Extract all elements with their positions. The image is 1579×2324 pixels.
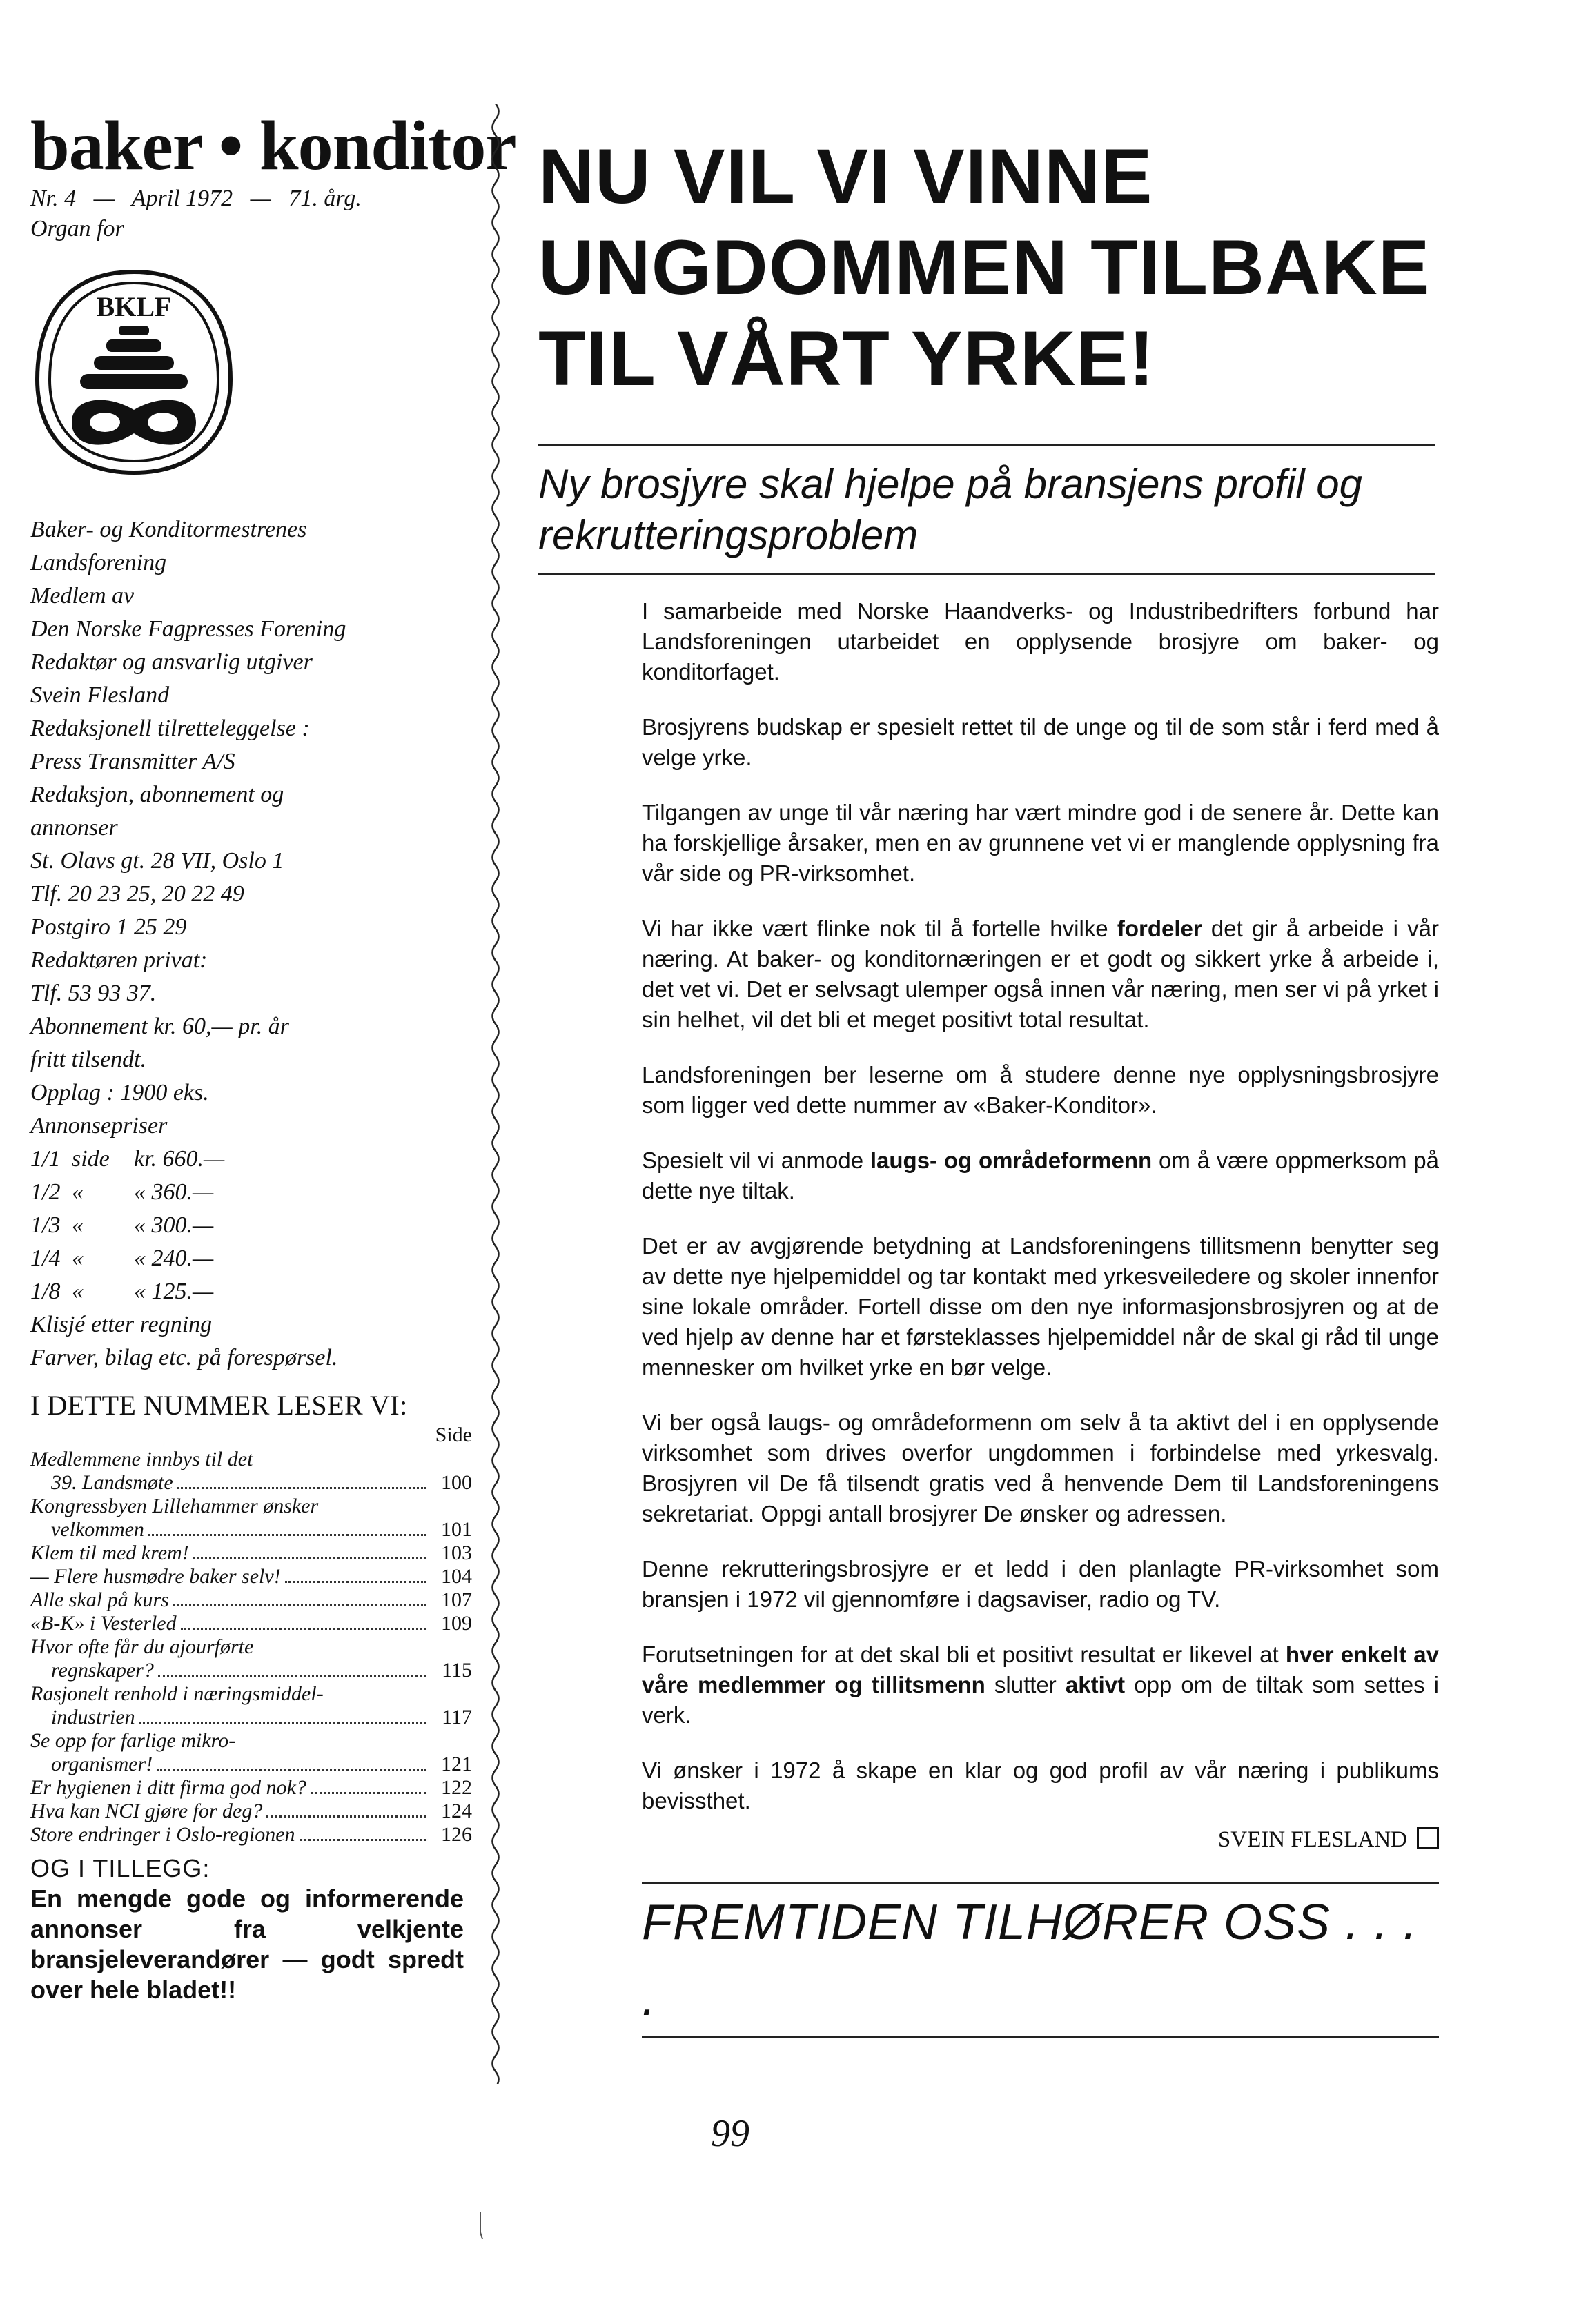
toc-item — [30, 1729, 472, 1776]
toc-item — [30, 1823, 472, 1847]
toc-item-title: Medlemmene innbys til det — [30, 1448, 253, 1470]
toc-item-page: 107 — [441, 1588, 472, 1611]
emphasis-text: aktivt — [1065, 1672, 1126, 1697]
price-row — [30, 1176, 472, 1209]
price-frac: 1/3 — [30, 1212, 61, 1238]
price-price: « 360.— — [134, 1179, 214, 1205]
wavy-divider — [483, 104, 508, 2084]
mast-line: Tlf. 53 93 37. — [30, 981, 157, 1006]
paragraph-text: Vi har ikke vært flinke nok til å fortelle hvilke — [642, 916, 1117, 941]
mast-line: Press Transmitter A/S — [30, 749, 235, 774]
mast-line: Svein Flesland — [30, 682, 170, 708]
price-q: « — [72, 1179, 84, 1205]
price-q: side — [72, 1146, 110, 1172]
mast-line: Landsforening — [30, 550, 167, 575]
mast-line: Abonnement kr. 60,— pr. år — [30, 1014, 289, 1039]
paragraph-text: Det er av avgjørende betydning at Landsforeningens tillitsmenn benytter seg av dette nye hjelpemiddel og tar kontakt med yrkesveiledere og skoler innenfor sine lokale områder. Fortell disse om den nye informasjonsbrosjyren og at de ved hjelp av denne har et førsteklasses hjelpemiddel når de skal gi råd til unge mennesker om hvilket yrke en bør velge. — [642, 1233, 1439, 1380]
toc-item-page: 117 — [442, 1706, 472, 1729]
mast-line: Tlf. 20 23 25, 20 22 49 — [30, 881, 244, 907]
paragraph-text: slutter — [985, 1672, 1066, 1697]
toc-item-title: Alle skal på kurs — [30, 1588, 169, 1611]
price-row — [30, 1143, 472, 1176]
magazine-title: baker • konditor — [30, 107, 516, 185]
mast-line: Redaktør og ansvarlig utgiver — [30, 649, 313, 675]
toc-item — [30, 1448, 472, 1495]
article-paragraph — [642, 798, 1439, 889]
price-q: « — [72, 1279, 84, 1304]
mast-line: Redaktøren privat: — [30, 947, 208, 973]
toc-item-title: industrien — [51, 1706, 135, 1729]
headline-line: TIL VÅRT YRKE! — [538, 315, 1155, 402]
toc-item-title: Se opp for farlige mikro- — [30, 1729, 236, 1752]
footer-slogan: FREMTIDEN TILHØRER OSS . . . . — [642, 1895, 1418, 2026]
article-paragraph — [642, 1145, 1439, 1206]
paragraph-text: Spesielt vil vi anmode — [642, 1148, 870, 1173]
mast-line: annonser — [30, 815, 118, 840]
masthead-column — [30, 107, 516, 2005]
toc-list — [30, 1448, 472, 1847]
paragraph-text: I samarbeide med Norske Haandverks- og Industribedrifters forbund har Landsforeningen utarbeidet en opplysende brosjyre om baker- og konditorfaget. — [642, 598, 1439, 685]
margin-mark-icon — [478, 2212, 483, 2239]
mast-line: Den Norske Fagpresses Forening — [30, 616, 346, 642]
emphasis-text: fordeler — [1117, 916, 1202, 941]
article-paragraph — [642, 1060, 1439, 1121]
mast-line: fritt tilsendt. — [30, 1047, 147, 1072]
article-paragraph — [642, 914, 1439, 1035]
paragraph-text: Landsforeningen ber leserne om å studere denne nye opplysningsbrosjyre som ligger ved dette nummer av «Baker-Konditor». — [642, 1062, 1439, 1118]
price-price: « 300.— — [134, 1212, 214, 1238]
toc-item-title: — Flere husmødre baker selv! — [30, 1565, 281, 1588]
klisje-line: Klisjé etter regning — [30, 1312, 213, 1337]
toc-item-title: Hvor ofte får du ajourførte — [30, 1635, 254, 1658]
paragraph-text: om å være oppmerksom på dette nye tiltak. — [642, 1148, 1439, 1203]
toc-item-page: 103 — [441, 1542, 472, 1564]
article-paragraph — [642, 596, 1439, 687]
toc-item-title: velkommen — [51, 1518, 144, 1541]
bklf-logo-icon — [30, 262, 237, 483]
price-price: « 240.— — [134, 1245, 214, 1271]
mast-line: Baker- og Konditormestrenes — [30, 517, 307, 542]
mast-line: St. Olavs gt. 28 VII, Oslo 1 — [30, 848, 284, 874]
toc-item — [30, 1588, 472, 1612]
article-body — [642, 596, 1439, 1816]
paragraph-text: Denne rekrutteringsbrosjyre er et ledd i den planlagte PR-virksomhet som bransjen i 1972 vil gjennomføre i dagsaviser, radio og TV. — [642, 1556, 1439, 1612]
toc-item-title: Hva kan NCI gjøre for deg? — [30, 1800, 263, 1822]
mast-line: Medlem av — [30, 583, 135, 609]
issue-line: Nr. 4 — April 1972 — 71. årg. — [30, 186, 362, 211]
signature-name: SVEIN FLESLAND — [1217, 1827, 1407, 1852]
toc-item-title: 39. Landsmøte — [51, 1471, 173, 1494]
toc-item-page: 121 — [441, 1753, 472, 1775]
toc-item-page: 104 — [441, 1565, 472, 1588]
price-row — [30, 1209, 472, 1242]
prices-title: Annonsepriser — [30, 1113, 168, 1139]
footer-rule-bottom — [642, 2036, 1439, 2038]
price-frac: 1/4 — [30, 1245, 61, 1271]
toc-item — [30, 1682, 472, 1729]
article-paragraph — [642, 1408, 1439, 1529]
headline-rule — [538, 444, 1435, 446]
toc-item-page: 109 — [441, 1612, 472, 1635]
paragraph-text: Forutsetningen for at det skal bli et positivt resultat er likevel at — [642, 1642, 1286, 1667]
article-paragraph — [642, 1231, 1439, 1383]
paragraph-text: Brosjyrens budskap er spesielt rettet til de unge og til de som står i ferd med å velge yrke. — [642, 714, 1439, 770]
paragraph-text: Vi ønsker i 1972 å skape en klar og god profil av vår næring i publikums bevissthet. — [642, 1757, 1439, 1813]
tillegg-title: OG I TILLEGG: — [30, 1854, 210, 1882]
masthead-info — [30, 513, 472, 1375]
toc-title: I DETTE NUMMER LESER VI: — [30, 1390, 408, 1421]
headline-line: NU VIL VI VINNE — [538, 133, 1153, 219]
mast-line: Redaksjon, abonnement og — [30, 782, 284, 807]
price-frac: 1/2 — [30, 1179, 61, 1205]
toc-item-page: 115 — [442, 1659, 472, 1682]
page-number: 99 — [711, 2112, 749, 2155]
headline-line: UNGDOMMEN TILBAKE — [538, 224, 1431, 311]
toc-item — [30, 1542, 472, 1565]
article-paragraph — [642, 712, 1439, 773]
paragraph-text: opp om de tiltak som settes i verk. — [642, 1672, 1440, 1728]
toc-item-page: 126 — [441, 1823, 472, 1846]
toc-item — [30, 1495, 472, 1542]
price-frac: 1/1 — [30, 1146, 61, 1172]
toc-item — [30, 1776, 472, 1800]
price-price: « 125.— — [134, 1279, 214, 1304]
price-q: « — [72, 1245, 84, 1271]
toc-item-title: Kongressbyen Lillehammer ønsker — [30, 1495, 319, 1517]
price-row — [30, 1242, 472, 1275]
toc-item-title: Klem til med krem! — [30, 1542, 189, 1564]
price-row — [30, 1275, 472, 1308]
toc-item — [30, 1635, 472, 1682]
toc-item-page: 122 — [441, 1776, 472, 1799]
toc-item-title: regnskaper? — [51, 1659, 154, 1682]
emphasis-text: hver enkelt av våre medlemmer og tillitsmenn — [642, 1642, 1439, 1697]
toc-item-page: 101 — [441, 1518, 472, 1541]
toc-item — [30, 1800, 472, 1823]
paragraph-text: Tilgangen av unge til vår næring har vært mindre god i de senere år. Dette kan ha forskjellige årsaker, men en av grunnene vet vi er manglende opplysning fra vår side og PR-virksomhet. — [642, 800, 1439, 886]
toc-item — [30, 1565, 472, 1588]
mast-line: Redaksjonell tilretteleggelse : — [30, 716, 310, 741]
tillegg-text: En mengde gode og informerende annonser fra velkjente bransjeleverandører — godt spredt over hele bladet!! — [30, 1884, 464, 2004]
article-paragraph — [642, 1554, 1439, 1615]
toc-item-page: 100 — [441, 1471, 472, 1494]
price-list — [30, 1143, 472, 1308]
organ-label: Organ for — [30, 216, 124, 242]
toc-item-title: Rasjonelt renhold i næringsmiddel- — [30, 1682, 324, 1705]
signature — [642, 1824, 1439, 1855]
toc-item — [30, 1612, 472, 1635]
article-subheadline: Ny brosjyre skal hjelpe på bransjens profil og rekrutteringsproblem — [538, 461, 1362, 558]
article — [538, 131, 1442, 2038]
toc-item-title: Store endringer i Oslo-regionen — [30, 1823, 295, 1846]
end-mark-icon — [1417, 1827, 1439, 1849]
logo-lettering: BKLF — [96, 291, 172, 322]
price-frac: 1/8 — [30, 1279, 61, 1304]
subheadline-rule — [538, 573, 1435, 575]
farver-line: Farver, bilag etc. på forespørsel. — [30, 1345, 338, 1370]
paragraph-text: det gir å arbeide i vår næring. At baker- og konditornæringen er et godt og sikkert yrke å arbeide i, det vet vi. Det er selvsagt ulemper også innen vår næring, men ser vi på yrket i sin helhet, vil det bli et meget positivt total resultat. — [642, 916, 1440, 1032]
toc-item-page: 124 — [441, 1800, 472, 1822]
toc-side-label: Side — [435, 1424, 472, 1446]
article-headline — [538, 131, 1442, 404]
article-paragraph — [642, 1755, 1439, 1816]
emphasis-text: laugs- og områdeformenn — [870, 1148, 1153, 1173]
paragraph-text: Vi ber også laugs- og områdeformenn om selv å ta aktivt del i en opplysende virksomhet som drives overfor ungdommen i forbindelse med yrkesvalg. Brosjyren vil De få tilsendt gratis ved å henvende Dem til Landsforeningens sekretariat. Oppgi antall brosjyrer De ønsker og adressen. — [642, 1410, 1439, 1526]
toc-item-title: «B-K» i Vesterled — [30, 1612, 177, 1635]
mast-line: Postgiro 1 25 29 — [30, 914, 187, 940]
mast-line: Opplag : 1900 eks. — [30, 1080, 209, 1105]
price-price: kr. 660.— — [134, 1146, 225, 1172]
toc-item-title: organismer! — [51, 1753, 153, 1775]
toc-item-title: Er hygienen i ditt firma god nok? — [30, 1776, 306, 1799]
article-paragraph — [642, 1639, 1439, 1731]
price-q: « — [72, 1212, 84, 1238]
